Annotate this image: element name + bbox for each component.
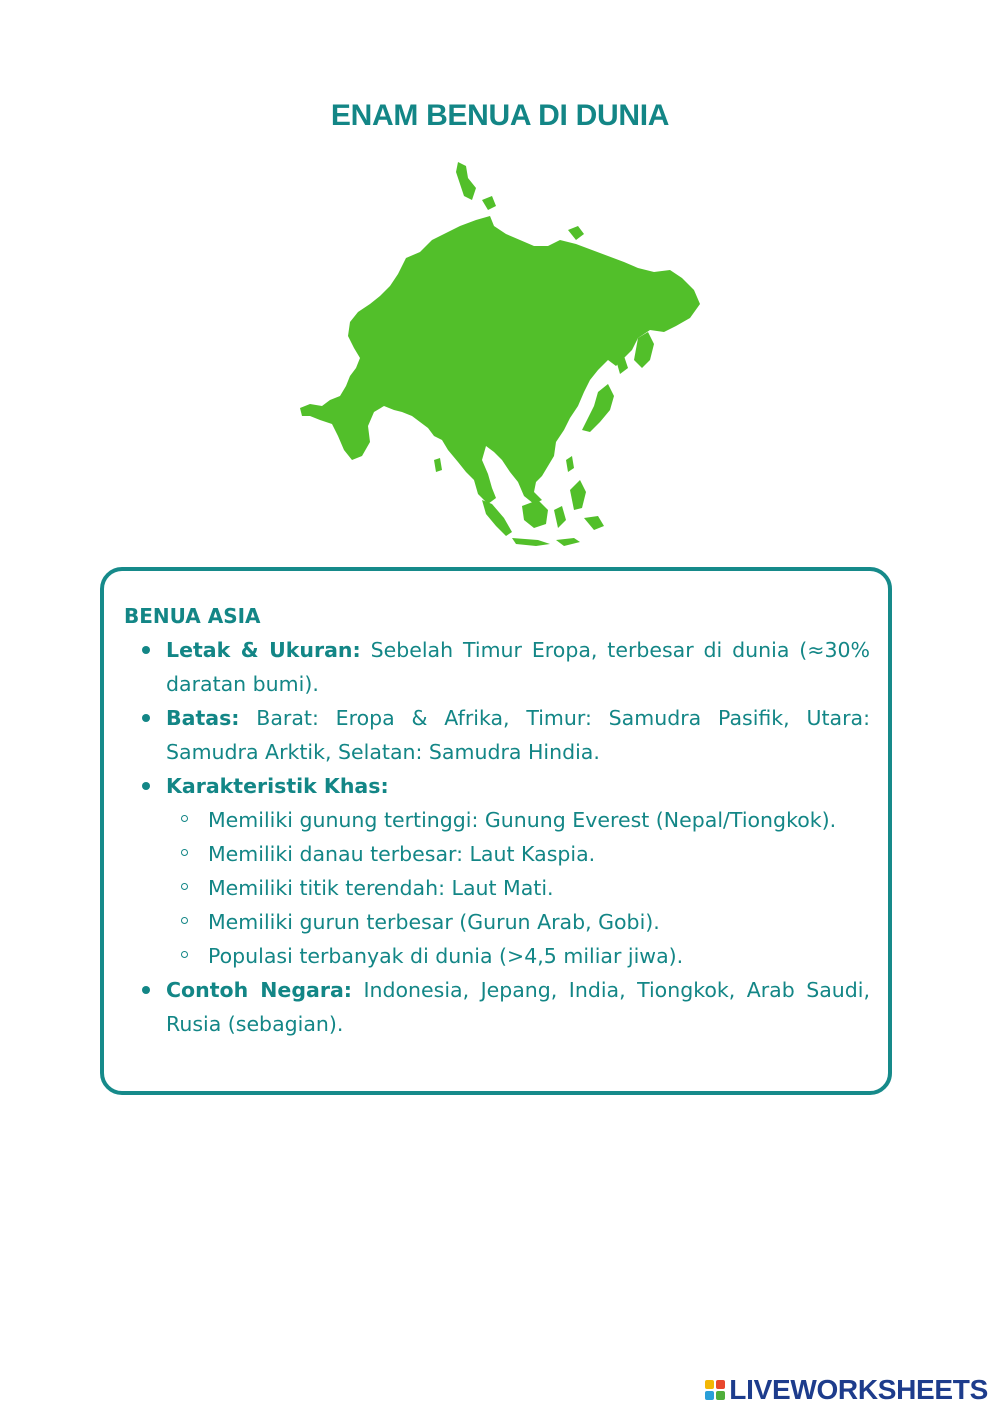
sub-item: Memiliki gurun terbesar (Gurun Arab, Gobi). (166, 905, 870, 939)
brand-name: LIVEWORKSHEETS (729, 1374, 988, 1405)
item-text: Indonesia, Jepang, India, Tiongkok, Arab Saudi, Rusia (sebagian). (166, 978, 871, 1036)
sub-item: Memiliki gunung tertinggi: Gunung Everest (Nepal/Tiongkok). (166, 803, 870, 837)
item-label: Batas: (166, 706, 240, 730)
item-label: Karakteristik Khas: (166, 774, 389, 798)
page-title: ENAM BENUA DI DUNIA (330, 99, 670, 132)
list-item-contoh-negara (124, 973, 870, 1041)
info-card (100, 567, 892, 1095)
liveworksheets-logo-icon (705, 1380, 725, 1400)
sub-item: Populasi terbanyak di dunia (>4,5 miliar jiwa). (166, 939, 870, 973)
karakteristik-sublist (166, 803, 870, 973)
card-heading: BENUA ASIA (124, 604, 261, 628)
asia-map-icon (298, 160, 700, 546)
item-text: Sebelah Timur Eropa, terbesar di dunia (≈30% daratan bumi). (166, 638, 871, 696)
item-label: Letak & Ukuran: (166, 638, 361, 662)
sub-item: Memiliki danau terbesar: Laut Kaspia. (166, 837, 870, 871)
list-item-karakteristik (124, 769, 870, 973)
list-item-letak (124, 633, 870, 701)
sub-item: Memiliki titik terendah: Laut Mati. (166, 871, 870, 905)
info-list (124, 633, 870, 1041)
item-text: Barat: Eropa & Afrika, Timur: Samudra Pasifik, Utara: Samudra Arktik, Selatan: Samudra Hindia. (166, 706, 870, 764)
liveworksheets-brand[interactable] (705, 1374, 988, 1406)
list-item-batas (124, 701, 870, 769)
item-label: Contoh Negara: (166, 978, 352, 1002)
